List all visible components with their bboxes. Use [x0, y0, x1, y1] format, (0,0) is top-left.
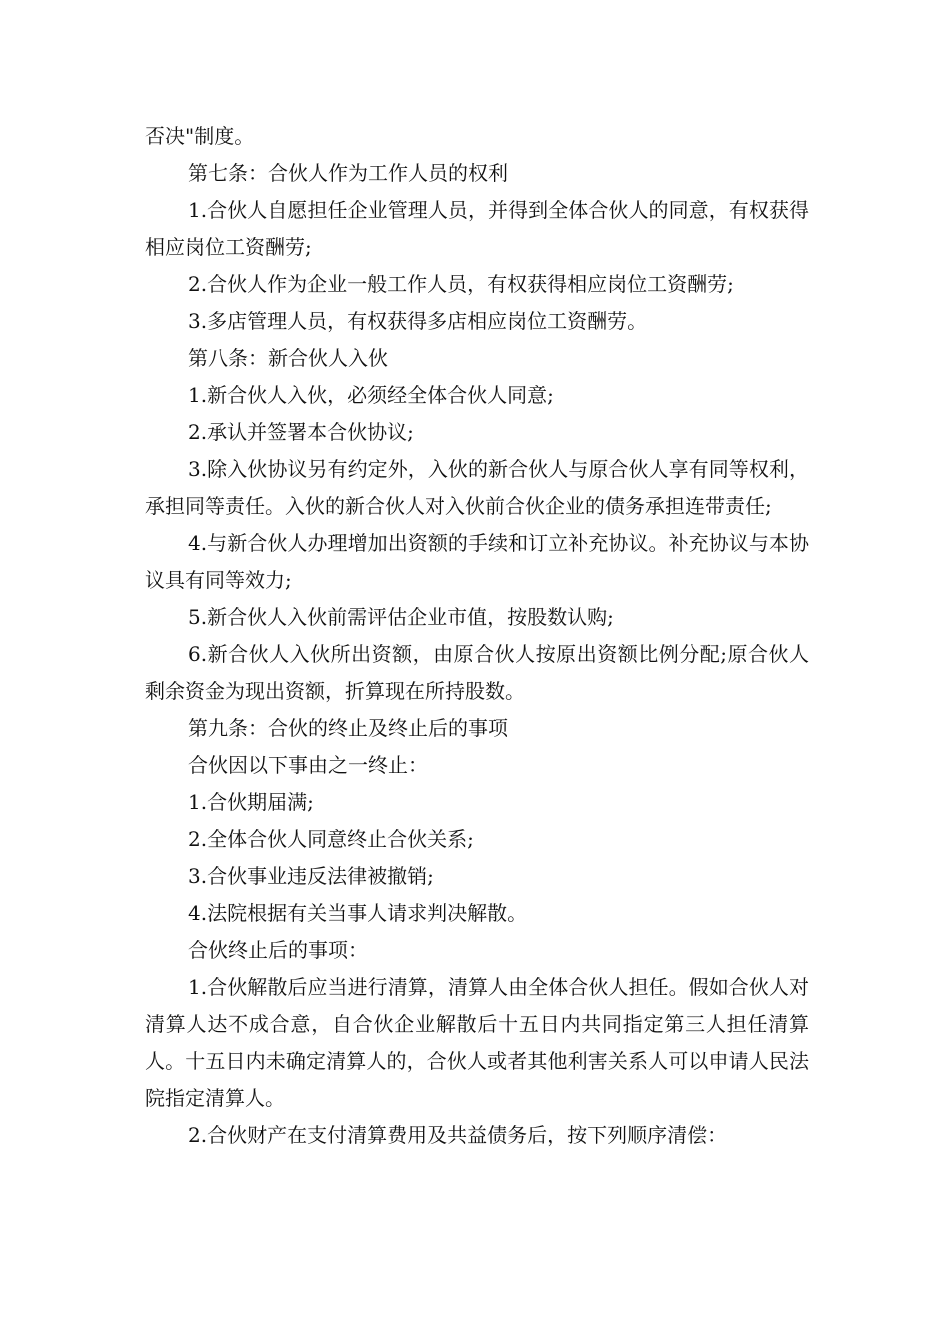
article-8-item-1: 1.新合伙人入伙，必须经全体合伙人同意; — [188, 383, 554, 407]
post-termination-item-1: 1.合伙解散后应当进行清算，清算人由全体合伙人担任。假如合伙人对清算人达不成合意，自合伙企业解散后十五日内共同指定第三人担任清算人。十五日内未确定清算人的，合伙人或者其他利害关系人可以申请人民法院指定清算人。 — [145, 975, 809, 1110]
termination-item-3: 3.合伙事业违反法律被撤销; — [188, 864, 434, 888]
article-9-heading: 第九条：合伙的终止及终止后的事项 — [188, 716, 508, 740]
article-8-heading: 第八条：新合伙人入伙 — [188, 346, 388, 370]
article-7-item-2: 2.合伙人作为企业一般工作人员，有权获得相应岗位工资酬劳; — [188, 272, 734, 296]
document-body — [145, 118, 809, 1154]
termination-item-2: 2.全体合伙人同意终止合伙关系; — [188, 827, 474, 851]
paragraph-continuation: 否决"制度。 — [145, 124, 255, 148]
termination-item-4: 4.法院根据有关当事人请求判决解散。 — [188, 901, 528, 925]
article-8-item-6: 6.新合伙人入伙所出资额，由原合伙人按原出资额比例分配;原合伙人剩余资金为现出资额，折算现在所持股数。 — [145, 642, 809, 703]
article-8-item-4: 4.与新合伙人办理增加出资额的手续和订立补充协议。补充协议与本协议具有同等效力; — [145, 531, 809, 592]
termination-item-1: 1.合伙期届满; — [188, 790, 314, 814]
article-8-item-2: 2.承认并签署本合伙协议; — [188, 420, 414, 444]
article-7-heading: 第七条：合伙人作为工作人员的权利 — [188, 161, 508, 185]
article-8-item-5: 5.新合伙人入伙前需评估企业市值，按股数认购; — [188, 605, 614, 629]
termination-intro: 合伙因以下事由之一终止： — [188, 753, 428, 777]
article-8-item-3: 3.除入伙协议另有约定外，入伙的新合伙人与原合伙人享有同等权利，承担同等责任。入伙的新合伙人对入伙前合伙企业的债务承担连带责任; — [145, 457, 809, 518]
article-7-item-1: 1.合伙人自愿担任企业管理人员，并得到全体合伙人的同意，有权获得相应岗位工资酬劳; — [145, 198, 809, 259]
article-7-item-3: 3.多店管理人员，有权获得多店相应岗位工资酬劳。 — [188, 309, 648, 333]
post-termination-item-2: 2.合伙财产在支付清算费用及共益债务后，按下列顺序清偿： — [188, 1123, 728, 1147]
post-termination-intro: 合伙终止后的事项： — [188, 938, 368, 962]
